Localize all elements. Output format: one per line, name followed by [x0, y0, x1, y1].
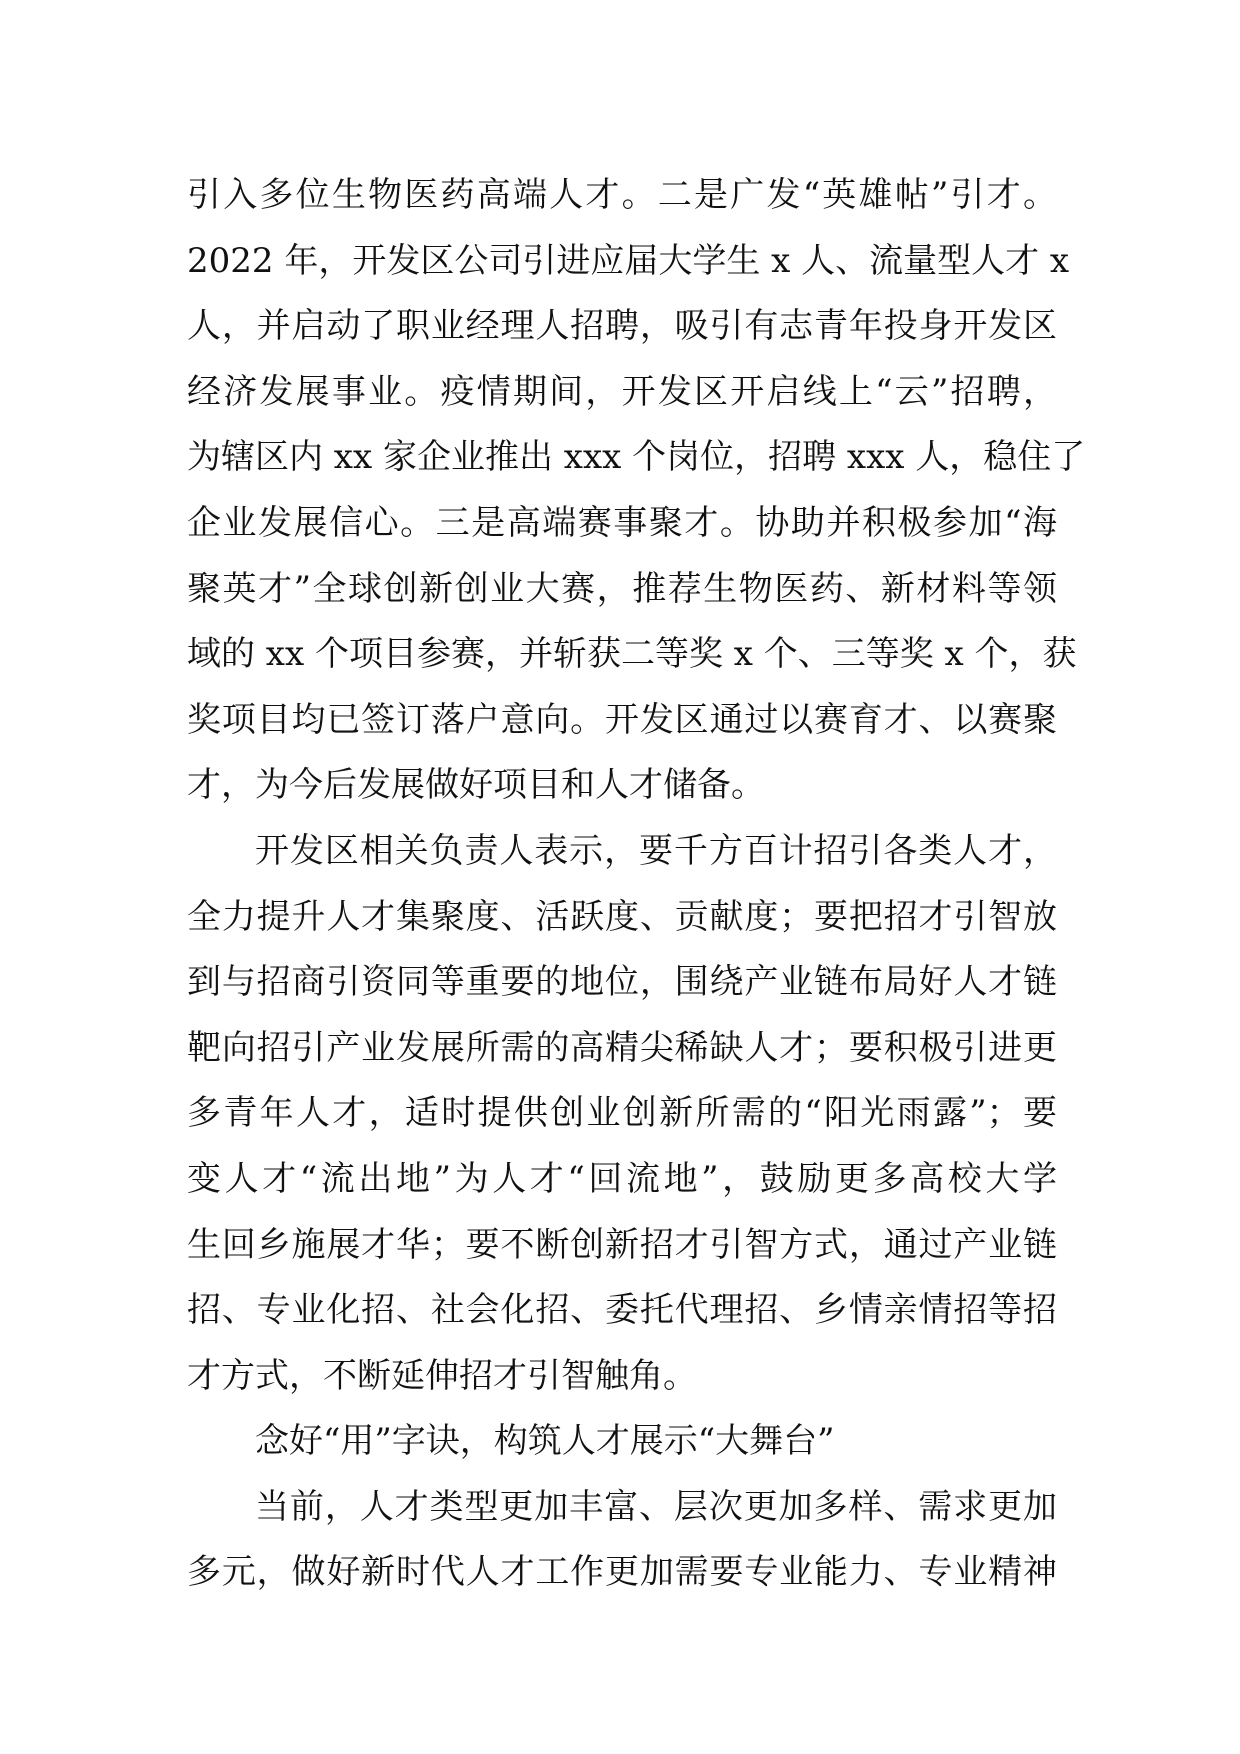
text-line: 变人才“流出地”为人才“回流地”，鼓励更多高校大学	[187, 1158, 1057, 1199]
text-line: 经济发展事业。疫情期间，开发区开启线上“云”招聘，	[187, 371, 1057, 412]
text-line: 才方式，不断延伸招才引智触角。	[187, 1355, 697, 1396]
document-body	[187, 163, 1086, 1606]
text-line: 多青年人才，适时提供创业创新所需的“阳光雨露”；要	[187, 1093, 1057, 1134]
text-line: 企业发展信心。三是高端赛事聚才。协助并积极参加“海	[187, 502, 1057, 543]
text-line: 人，并启动了职业经理人招聘，吸引有志青年投身开发区	[187, 306, 1057, 347]
text-line: 当前，人才类型更加丰富、层次更加多样、需求更加	[255, 1486, 1057, 1527]
text-line: 多元，做好新时代人才工作更加需要专业能力、专业精神	[187, 1552, 1057, 1593]
text-line: 域的 xx 个项目参赛，并斩获二等奖 x 个、三等奖 x 个，获	[187, 634, 1077, 675]
text-line: 才，为今后发展做好项目和人才储备。	[187, 765, 765, 806]
text-line: 到与招商引资同等重要的地位，围绕产业链布局好人才链	[187, 962, 1057, 1003]
text-line: 开发区相关负责人表示，要千方百计招引各类人才，	[255, 830, 1057, 871]
text-line: 念好“用”字诀，构筑人才展示“大舞台”	[255, 1421, 835, 1462]
text-line: 2022 年，开发区公司引进应届大学生 x 人、流量型人才 x	[187, 240, 1070, 281]
text-line: 全力提升人才集聚度、活跃度、贡献度；要把招才引智放	[187, 896, 1057, 937]
text-line: 引入多位生物医药高端人才。二是广发“英雄帖”引才。	[187, 175, 1057, 215]
text-line: 生回乡施展才华；要不断创新招才引智方式，通过产业链	[187, 1224, 1057, 1265]
text-line: 招、专业化招、社会化招、委托代理招、乡情亲情招等招	[187, 1290, 1057, 1331]
text-line: 奖项目均已签订落户意向。开发区通过以赛育才、以赛聚	[187, 699, 1057, 740]
text-line: 靶向招引产业发展所需的高精尖稀缺人才；要积极引进更	[187, 1027, 1057, 1068]
text-line: 聚英才”全球创新创业大赛，推荐生物医药、新材料等领	[187, 568, 1057, 609]
text-line: 为辖区内 xx 家企业推出 xxx 个岗位，招聘 xxx 人，稳住了	[187, 437, 1086, 478]
